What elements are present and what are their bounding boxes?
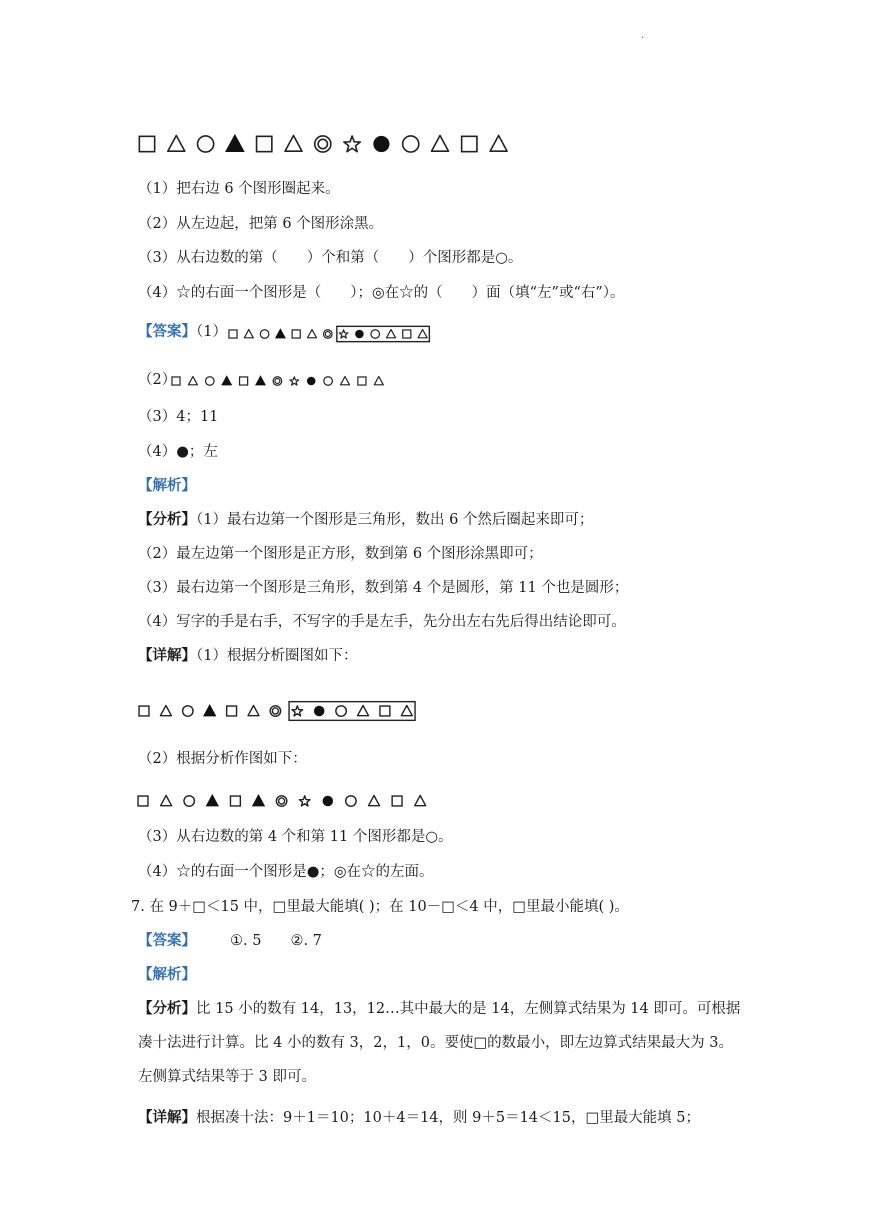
square-icon	[138, 796, 148, 806]
circle-icon	[336, 706, 346, 716]
p7-analysis-tag: 【解析】	[138, 966, 196, 983]
answer-line-1	[138, 322, 227, 342]
square-icon	[139, 136, 154, 151]
triangle-icon	[341, 377, 350, 385]
triangle-filled-icon	[256, 377, 265, 385]
problem-7-question: 7. 在 9＋□＜15 中，□里最大能填( )；在 10－□＜4 中，□里最小能填( )。	[131, 899, 629, 915]
triangle-icon	[415, 796, 426, 806]
square-icon	[392, 796, 402, 806]
fenxi-tag: 【分析】	[138, 511, 196, 528]
triangle-icon	[432, 136, 449, 152]
question-2: （2）从左边起，把第 6 个图形涂黑。	[138, 216, 384, 232]
shape-sequence	[137, 132, 512, 158]
triangle-filled-icon	[207, 796, 218, 806]
triangle-icon	[401, 706, 412, 716]
triangle-icon	[308, 330, 317, 338]
triangle-icon	[285, 136, 302, 152]
circle-filled-icon	[323, 796, 333, 806]
fenxi-line-1	[138, 510, 593, 530]
triangle-filled-icon	[276, 330, 285, 338]
star-icon	[339, 330, 348, 338]
circle-icon	[206, 377, 215, 386]
triangle-filled-icon	[226, 136, 243, 152]
circle-icon	[198, 136, 214, 152]
square-icon	[358, 377, 366, 385]
circle-icon	[260, 330, 269, 339]
triangle-icon	[244, 330, 253, 338]
selection-box	[337, 326, 430, 341]
square-icon	[292, 330, 300, 338]
circle-icon	[184, 796, 194, 806]
xiangjie-tag: 【详解】	[138, 647, 196, 664]
header-mark: .	[641, 30, 645, 41]
triangle-icon	[358, 706, 369, 716]
analysis-tag: 【解析】	[138, 477, 196, 494]
triangle-icon	[418, 330, 427, 338]
answer-3: （3）4；11	[138, 409, 219, 425]
answer-1-shapes	[226, 324, 448, 344]
triangle-filled-icon	[253, 796, 264, 806]
star-icon	[292, 706, 303, 716]
fenxi-4: （4）写字的手是右手，不写字的手是左手，先分出左右先后得出结论即可。	[138, 614, 626, 630]
selection-box	[289, 702, 415, 721]
star-icon	[344, 136, 361, 152]
answer-1-prefix: （1）	[196, 324, 227, 340]
square-icon	[230, 796, 240, 806]
p7-answer-text: ①. 5 ②. 7	[230, 933, 322, 949]
square-icon	[380, 706, 390, 716]
p7-xiangjie-text: 根据凑十法：9＋1＝10；10＋4＝14，则 9＋5＝14＜15，□里最大能填 5；	[196, 1110, 701, 1126]
xiangjie-4: （4）☆的右面一个图形是●；◎在☆的左面。	[138, 864, 434, 880]
p7-answer-line	[138, 931, 322, 951]
p7-fenxi-1: 比 15 小的数有 14，13，12…其中最大的是 14，左侧算式结果为 14 即可。可根据	[196, 1001, 741, 1017]
double-circle-icon	[324, 330, 333, 339]
circle-icon	[346, 796, 356, 806]
square-icon	[403, 330, 411, 338]
question-3: （3）从右边数的第（ ）个和第（ ）个图形都是○。	[138, 250, 523, 266]
p7-fenxi-2: 凑十法进行计算。比 4 小的数有 3，2，1，0。要使□的数最小，即左边算式结果最大为 3。	[138, 1035, 733, 1051]
star-icon	[290, 377, 299, 385]
double-circle-icon	[273, 377, 282, 386]
answer-2-shapes	[170, 372, 392, 390]
double-circle-icon	[270, 706, 280, 716]
triangle-icon	[490, 136, 507, 152]
xiangjie-line-1	[138, 646, 357, 666]
triangle-icon	[387, 330, 396, 338]
triangle-filled-icon	[204, 706, 215, 716]
triangle-icon	[188, 377, 197, 385]
triangle-icon	[160, 706, 171, 716]
xiangjie-2: （2）根据分析作图如下：	[138, 751, 307, 767]
triangle-icon	[374, 377, 383, 385]
triangle-icon	[161, 796, 172, 806]
xiangjie-1: （1）根据分析圈图如下：	[196, 648, 358, 664]
fenxi-3: （3）最右边第一个图形是三角形，数到第 4 个是圆形，第 11 个也是圆形；	[138, 580, 629, 596]
square-icon	[172, 377, 180, 385]
triangle-filled-icon	[222, 377, 231, 385]
p7-fenxi-line-1	[138, 999, 740, 1019]
square-icon	[257, 136, 272, 151]
triangle-icon	[248, 706, 259, 716]
square-icon	[240, 377, 248, 385]
circle-filled-icon	[373, 136, 389, 152]
fenxi-1: （1）最右边第一个图形是三角形，数出 6 个然后圈起来即可；	[196, 512, 594, 528]
square-icon	[227, 706, 237, 716]
detail-2-shapes	[135, 791, 435, 811]
triangle-icon	[369, 796, 380, 806]
answer-4: （4）●；左	[138, 444, 218, 460]
circle-filled-icon	[314, 706, 324, 716]
circle-icon	[324, 377, 333, 386]
p7-answer-tag: 【答案】	[138, 932, 196, 949]
circle-icon	[403, 136, 419, 152]
double-circle-icon	[315, 136, 331, 152]
p7-fenxi-tag: 【分析】	[138, 1000, 196, 1017]
circle-filled-icon	[307, 377, 316, 386]
xiangjie-3: （3）从右边数的第 4 个和第 11 个图形都是○。	[138, 829, 453, 845]
star-icon	[299, 796, 310, 806]
detail-1-shapes	[136, 699, 418, 723]
question-1: （1）把右边 6 个图形圈起来。	[138, 181, 340, 197]
answer-tag: 【答案】	[138, 323, 196, 340]
circle-icon	[371, 330, 380, 339]
answer-2-prefix: （2）	[138, 372, 177, 388]
circle-icon	[183, 706, 193, 716]
square-icon	[139, 706, 149, 716]
square-icon	[462, 136, 477, 151]
p7-fenxi-3: 左侧算式结果等于 3 即可。	[138, 1069, 316, 1085]
fenxi-2: （2）最左边第一个图形是正方形，数到第 6 个图形涂黑即可；	[138, 546, 543, 562]
double-circle-icon	[276, 796, 286, 806]
p7-xiangjie-tag: 【详解】	[138, 1109, 196, 1126]
circle-filled-icon	[355, 330, 364, 339]
triangle-icon	[168, 136, 185, 152]
question-4: （4）☆的右面一个图形是（ ）；◎在☆的（ ）面（填“左”或“右”）。	[138, 285, 625, 301]
square-icon	[229, 330, 237, 338]
p7-xiangjie-line	[138, 1108, 700, 1128]
